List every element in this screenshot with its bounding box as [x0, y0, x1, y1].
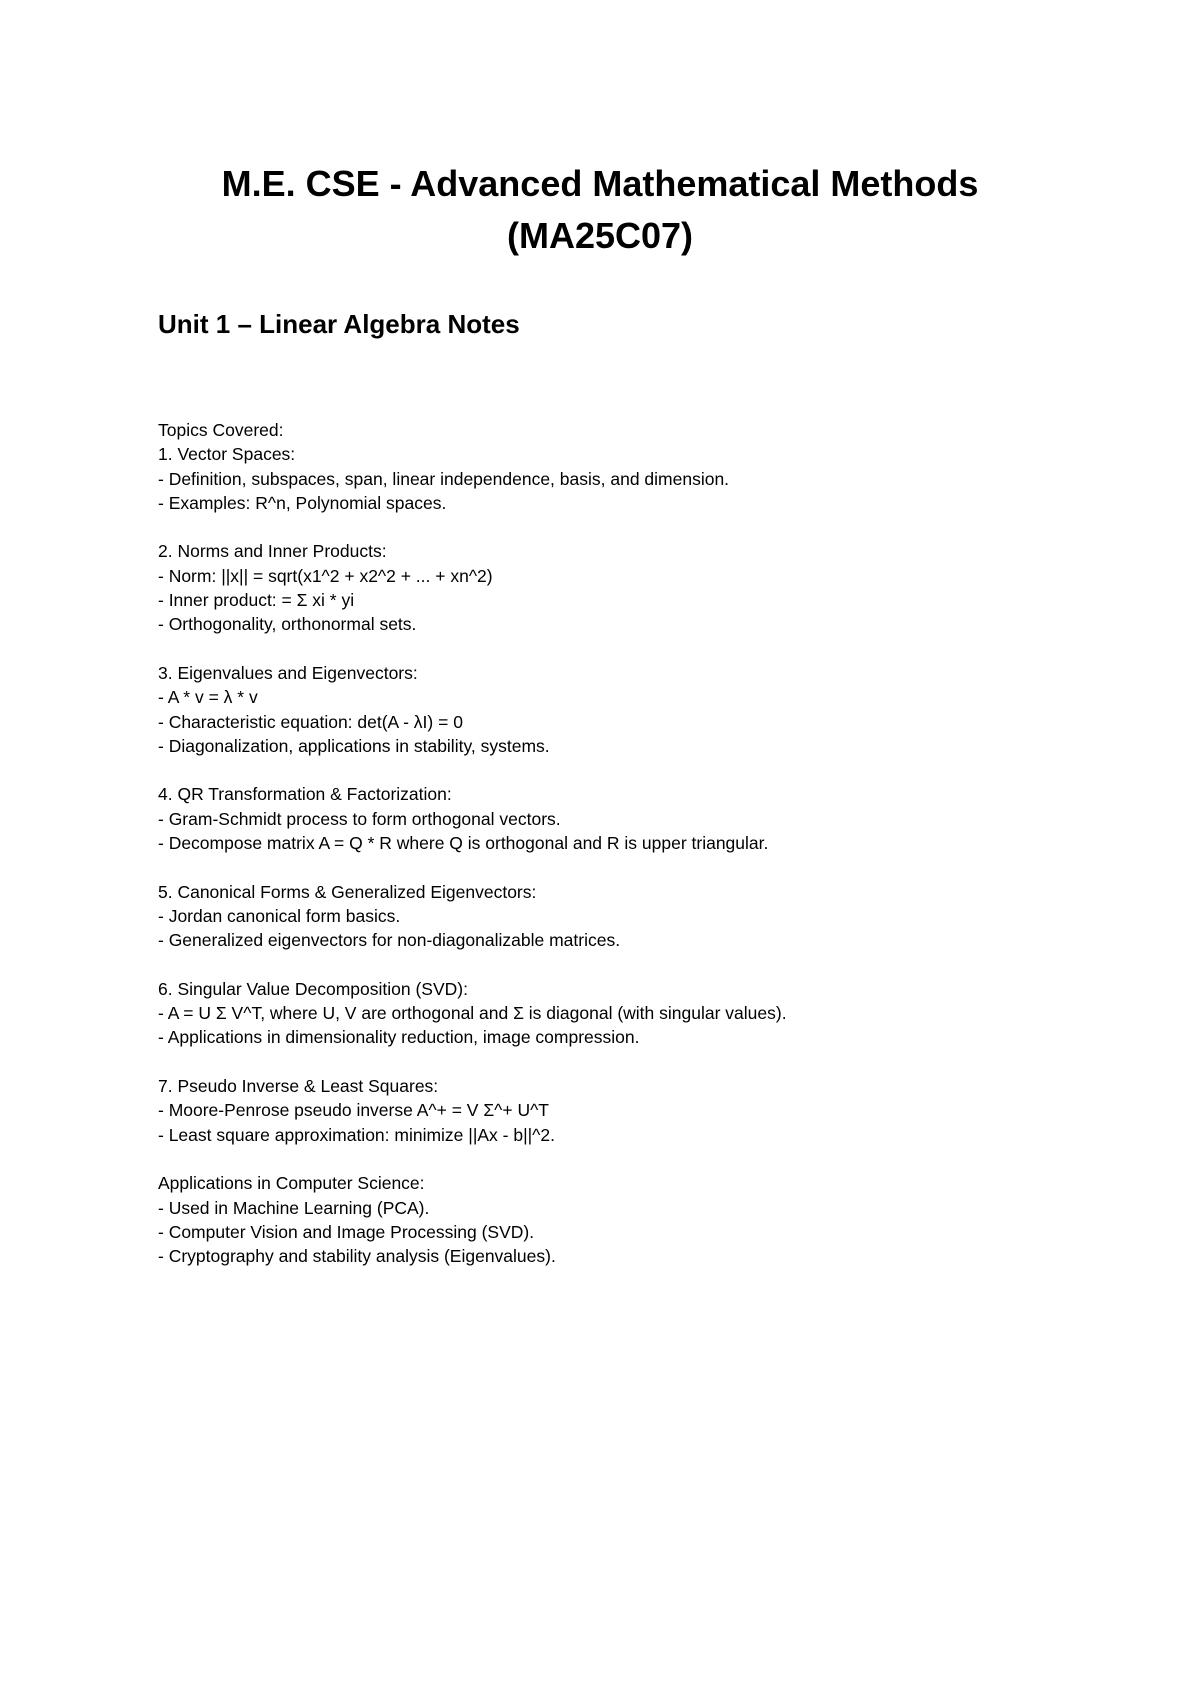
section-item: - Decompose matrix A = Q * R where Q is orthogonal and R is upper triangular.	[158, 833, 769, 854]
section-item: - Least square approximation: minimize ||Ax - b||^2.	[158, 1124, 555, 1145]
section-heading: 7. Pseudo Inverse & Least Squares:	[158, 1076, 439, 1097]
section-item: - Jordan canonical form basics.	[158, 905, 401, 926]
section-heading: 2. Norms and Inner Products:	[158, 541, 387, 562]
section-heading: 3. Eigenvalues and Eigenvectors:	[158, 662, 418, 683]
blank-line	[158, 1050, 1118, 1074]
section-item: - A * v = λ * v	[158, 687, 258, 708]
section-heading: 5. Canonical Forms & Generalized Eigenvectors:	[158, 881, 537, 902]
section-heading: Applications in Computer Science:	[158, 1173, 425, 1194]
section-heading: 1. Vector Spaces:	[158, 444, 296, 465]
unit-heading: Unit 1 – Linear Algebra Notes	[158, 309, 520, 339]
section-svd	[158, 977, 1118, 1050]
section-item: - Examples: R^n, Polynomial spaces.	[158, 492, 447, 513]
section-item: - Characteristic equation: det(A - λI) = 0	[158, 711, 463, 732]
section-applications	[158, 1171, 1118, 1268]
blank-line	[158, 953, 1118, 977]
blank-line	[158, 637, 1118, 661]
section-norms-inner-products	[158, 539, 1118, 636]
blank-line	[158, 515, 1118, 539]
title-line-2: (MA25C07)	[506, 215, 694, 256]
document-title	[0, 158, 1200, 262]
section-item: - Definition, subspaces, span, linear independence, basis, and dimension.	[158, 468, 730, 489]
section-item: - Used in Machine Learning (PCA).	[158, 1197, 430, 1218]
title-line-1: M.E. CSE - Advanced Mathematical Methods	[221, 163, 979, 204]
section-item: - Orthogonality, orthonormal sets.	[158, 614, 417, 635]
section-heading: 4. QR Transformation & Factorization:	[158, 784, 452, 805]
section-item: - Cryptography and stability analysis (Eigenvalues).	[158, 1246, 556, 1267]
section-item: - Norm: ||x|| = sqrt(x1^2 + x2^2 + ... + xn^2)	[158, 565, 493, 586]
section-item: - Inner product: = Σ xi * yi	[158, 590, 355, 611]
section-canonical-forms	[158, 880, 1118, 953]
section-item: - Gram-Schmidt process to form orthogonal vectors.	[158, 808, 561, 829]
section-pseudo-inverse	[158, 1074, 1118, 1147]
section-item: - Generalized eigenvectors for non-diagonalizable matrices.	[158, 930, 621, 951]
blank-line	[158, 1147, 1118, 1171]
section-item: - Moore-Penrose pseudo inverse A^+ = V Σ^+ U^T	[158, 1100, 549, 1121]
section-vector-spaces	[158, 442, 1118, 515]
section-item: - Computer Vision and Image Processing (SVD).	[158, 1221, 535, 1242]
section-qr-factorization	[158, 782, 1118, 855]
topics-label: Topics Covered:	[158, 420, 284, 440]
section-heading: 6. Singular Value Decomposition (SVD):	[158, 978, 468, 999]
section-item: - Applications in dimensionality reduction, image compression.	[158, 1027, 640, 1048]
section-eigenvalues	[158, 661, 1118, 758]
notes-body	[158, 418, 1118, 1268]
blank-line	[158, 855, 1118, 879]
blank-line	[158, 758, 1118, 782]
section-item: - Diagonalization, applications in stability, systems.	[158, 735, 550, 756]
section-item: - A = U Σ V^T, where U, V are orthogonal and Σ is diagonal (with singular values).	[158, 1003, 787, 1024]
